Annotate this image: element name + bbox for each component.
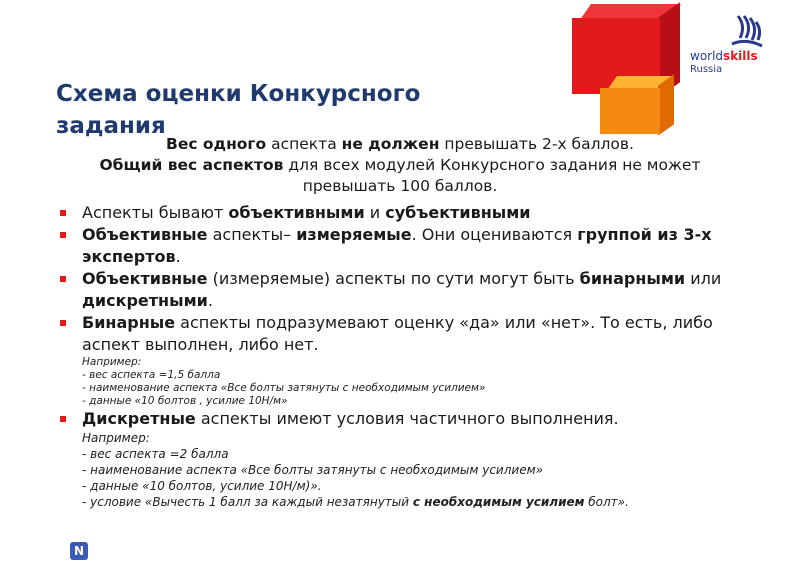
text: (измеряемые) аспекты по сути могут быть — [207, 269, 580, 288]
text-bold: Объективные — [82, 269, 208, 288]
logo-subtitle: Russia — [690, 64, 723, 75]
text: и — [364, 203, 386, 222]
c2b: для всех модулей Конкурсного задания не может превышать 100 баллов. — [283, 156, 701, 195]
bullet-icon — [60, 210, 66, 216]
logo-skills: skills — [723, 49, 758, 63]
text-bold: с необходимым усилием — [412, 495, 585, 509]
list-item — [58, 268, 748, 312]
text: . Они оцениваются — [411, 225, 578, 244]
example-line: - наименование аспекта «Все болты затянуты с необходимым усилием» — [82, 382, 486, 394]
example-line: - данные «10 болтов, усилие 10Н/м)». — [82, 479, 322, 493]
example-line: Например: — [82, 431, 150, 445]
c2a: Общий вес аспектов — [99, 156, 284, 174]
example-line: - данные «10 болтов , усилие 10Н/м» — [82, 395, 288, 407]
example-line: Например: — [82, 356, 142, 368]
text-bold: группой из 3-х экспертов — [82, 225, 712, 266]
text-bold: субъективными — [385, 203, 531, 222]
example-discrete — [58, 430, 748, 510]
list-item — [58, 312, 748, 356]
text-bold: бинарными — [579, 269, 686, 288]
c1d: превышать 2-х баллов. — [439, 135, 634, 153]
list-item — [58, 224, 748, 268]
text: аспекты имеют условия частичного выполнения. — [195, 409, 619, 428]
example-line: - вес аспекта =1,5 балла — [82, 369, 221, 381]
text: или — [685, 269, 722, 288]
text: аспекты– — [207, 225, 297, 244]
example-line: - наименование аспекта «Все болты затянуты с необходимым усилием» — [82, 463, 544, 477]
text: болт». — [584, 495, 629, 509]
text: Аспекты бывают — [82, 203, 229, 222]
aspects-list — [58, 202, 748, 510]
text-bold: Объективные — [82, 225, 208, 244]
n-badge: N — [70, 542, 88, 560]
text: . — [175, 247, 181, 266]
text: . — [207, 291, 213, 310]
c1c: не должен — [341, 135, 440, 153]
bullet-icon — [60, 276, 66, 282]
page-title: Схема оценки Конкурсного задания — [56, 81, 421, 139]
bullet-icon — [60, 416, 66, 422]
orange-cube-side — [658, 74, 674, 135]
example-line — [82, 494, 748, 510]
logo-world: world — [690, 49, 724, 63]
logo-wordmark — [690, 50, 758, 63]
text-bold: измеряемые — [296, 225, 412, 244]
text: - условие «Вычесть 1 балл за каждый незатянутый — [82, 495, 413, 509]
text-bold: Бинарные — [82, 313, 176, 332]
text-bold: объективными — [228, 203, 365, 222]
weight-statement — [56, 134, 744, 197]
orange-cube — [600, 88, 660, 134]
text: аспекты подразумевают оценку «да» или «нет». То есть, либо аспект выполнен, либо нет. — [82, 313, 713, 354]
text-bold: дискретными — [82, 291, 208, 310]
text-bold: Дискретные — [82, 409, 196, 428]
bullet-icon — [60, 232, 66, 238]
example-line: - вес аспекта =2 балла — [82, 447, 229, 461]
c1b: аспекта — [266, 135, 342, 153]
example-binary — [58, 356, 748, 408]
c1a: Вес одного — [166, 135, 267, 153]
list-item — [58, 408, 748, 430]
bullet-icon — [60, 320, 66, 326]
list-item — [58, 202, 748, 224]
